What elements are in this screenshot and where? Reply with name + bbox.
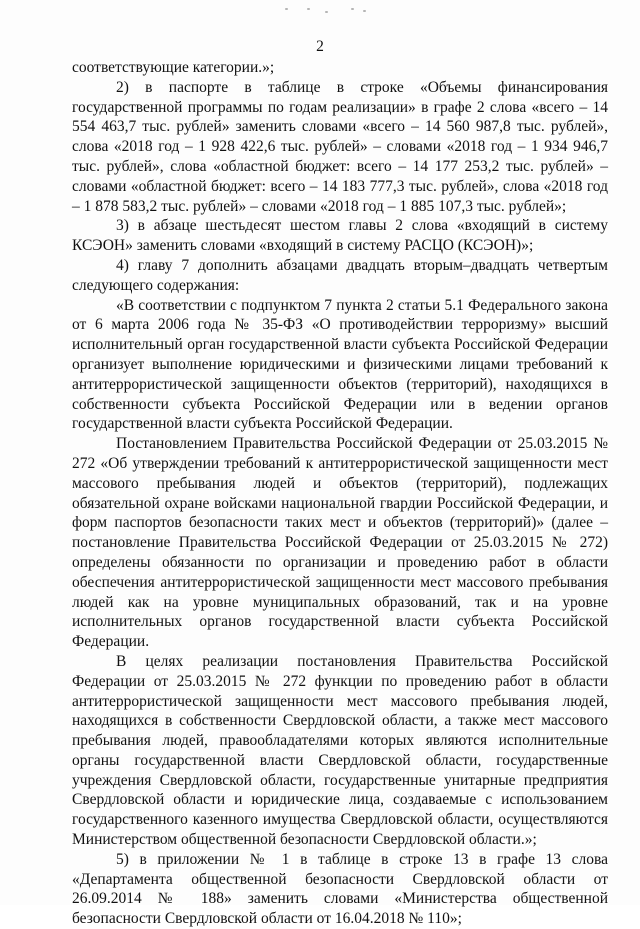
paragraph-quote-resolution: Постановлением Правительства Российской Федерации от 25.03.2015 № 272 «Об утверждении требований к антитеррористической защищенности мест массового пребывания людей и объектов (территорий), подлежащих обязательной охране войсками национальной гвардии Российской Федерации, и форм паспортов безопасности таких мест и объектов (территорий)» (далее – постановление Правительства Российской Федерации от 25.03.2015 № 272) определены обязанности по организации и проведению работ в области обеспечения антитеррористической защищенности мест массового пребывания людей как на уровне муниципальных образований, так и на уровне исполнительных органов государственной власти субъекта Российской Федерации. (72, 435, 608, 651)
paragraph-item-3: 3) в абзаце шестьдесят шестом главы 2 слова «входящий в систему КСЭОН» заменить словами «входящий в систему РАСЦО (КСЭОН)»; (72, 217, 608, 255)
paragraph-item-2: 2) в паспорте в таблице в строке «Объемы финансирования государственной программы по годам реализации» в графе 2 слова «всего – 14 554 463,7 тыс. рублей» заменить словами «всего – 14 560 987,8 тыс. рублей», слова «2018 год – 1 928 422,6 тыс. рублей» – словами «2018 год – 1 934 946,7 тыс. рублей», слова «областной бюджет: всего – 14 177 253,2 тыс. рублей» – словами «областной бюджет: всего – 14 183 777,3 тыс. рублей», слова «2018 год – 1 878 583,2 тыс. рублей» – словами «2018 год – 1 885 107,3 тыс. рублей»; (72, 78, 608, 215)
paragraph-continuation: соответствующие категории.»; (72, 59, 275, 76)
document-body (72, 58, 608, 929)
page-number: 2 (316, 38, 324, 55)
scan-artifact-marks (255, 8, 375, 14)
paragraph-quote-law: «В соответствии с подпунктом 7 пункта 2 статьи 5.1 Федерального закона от 6 марта 2006 года № 35-ФЗ «О противодействии терроризму» высший исполнительный орган государственной власти субъекта Российской Федерации организует выполнение юридическими и физическими лицами требований к антитеррористической защищенности объектов (территорий), находящихся в собственности субъекта Российской Федерации или в ведении органов государственной власти субъекта Российской Федерации. (72, 296, 608, 433)
paragraph-quote-implementation: В целях реализации постановления Правительства Российской Федерации от 25.03.2015 № 272 функции по проведению работ в области антитеррористической защищенности мест массового пребывания людей, находящихся в собственности Свердловской области, а также мест массового пребывания людей, правообладателями которых являются исполнительные органы государственной власти Свердловской области, государственные учреждения Свердловской области, государственные унитарные предприятия Свердловской области и юридические лица, создаваемые с использованием государственного казенного имущества Свердловской области, осуществляются Министерством общественной безопасности Свердловской области.»; (72, 652, 608, 849)
paragraph-item-4: 4) главу 7 дополнить абзацами двадцать вторым–двадцать четвертым следующего содержания: (72, 256, 608, 294)
paragraph-item-5: 5) в приложении № 1 в таблице в строке 13 в графе 13 слова «Департамента общественной безопасности Свердловской области от 26.09.2014 № 188» заменить словами «Министерства общественной безопасности Свердловской области от 16.04.2018 № 110»; (72, 850, 608, 928)
